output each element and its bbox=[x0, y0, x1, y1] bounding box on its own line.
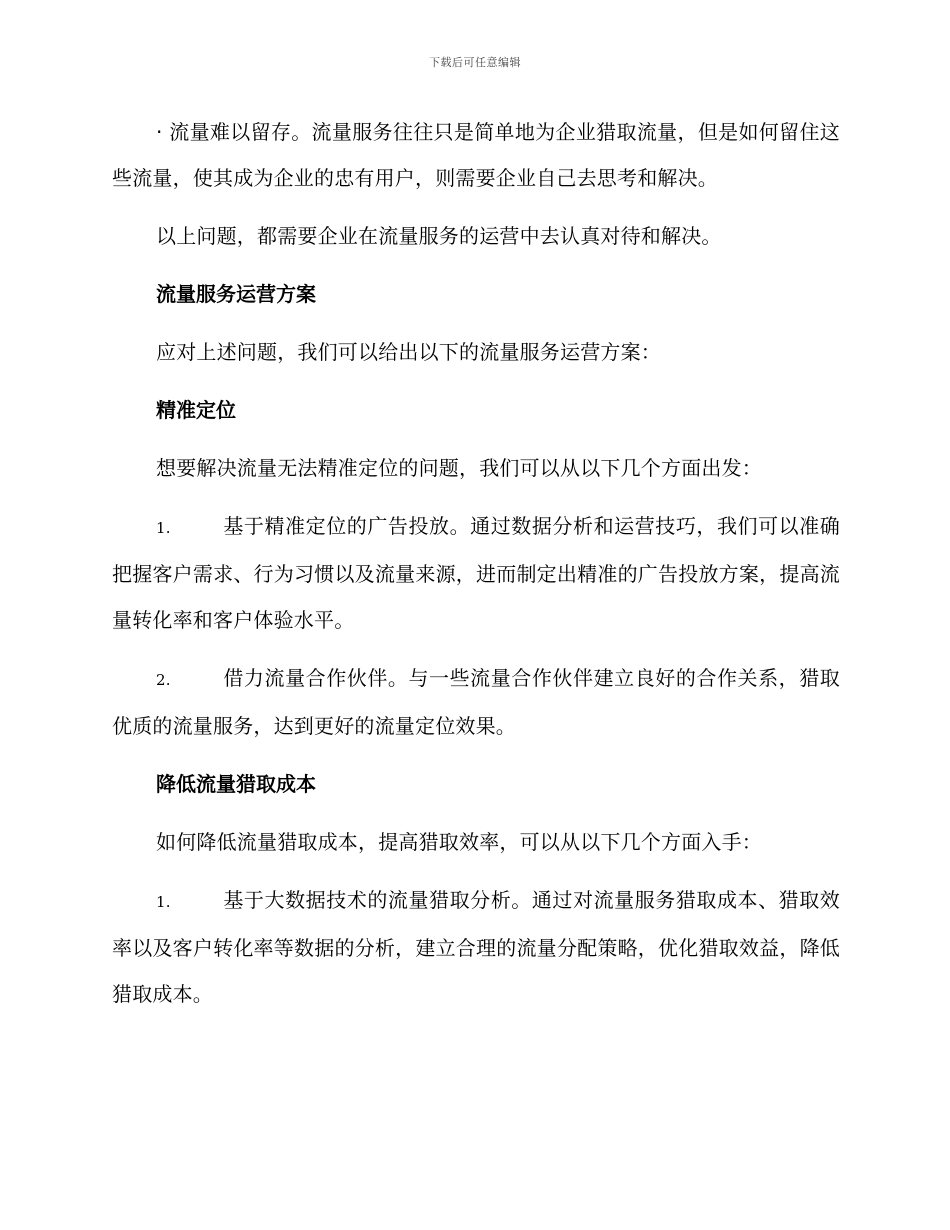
page-header: 下载后可任意编辑 bbox=[429, 56, 521, 69]
list-item-text: 基于大数据技术的流量猎取分析。通过对流量服务猎取成本、猎取效率以及客户转化率等数据的分析，建立合理的流量分配策略，优化猎取效益，降低猎取成本。 bbox=[112, 888, 840, 1006]
paragraph-cost-intro: 如何降低流量猎取成本，提高猎取效率，可以从以下几个方面入手： bbox=[156, 830, 762, 854]
list-item-text: 基于精准定位的广告投放。通过数据分析和运营技巧，我们可以准确把握客户需求、行为习惯以及流量来源，进而制定出精准的广告投放方案，提高流量转化率和客户体验水平。 bbox=[112, 514, 840, 632]
document-body bbox=[112, 109, 840, 1029]
list-item-text: 借力流量合作伙伴。与一些流量合作伙伴建立良好的合作关系，猎取优质的流量服务，达到更好的流量定位效果。 bbox=[112, 666, 840, 738]
list-item bbox=[112, 877, 840, 1017]
heading-operation-plan: 流量服务运营方案 bbox=[156, 282, 316, 306]
heading-precise-targeting: 精准定位 bbox=[156, 398, 236, 422]
paragraph-plan-intro: 应对上述问题，我们可以给出以下的流量服务运营方案： bbox=[156, 340, 661, 364]
list-number: 2. bbox=[156, 671, 171, 689]
paragraph-targeting-intro: 想要解决流量无法精准定位的问题，我们可以从以下几个方面出发： bbox=[156, 456, 762, 480]
list-item bbox=[112, 655, 840, 749]
list-item bbox=[112, 503, 840, 643]
paragraph-traffic-retention: · 流量难以留存。流量服务往往只是简单地为企业猎取流量，但是如何留住这些流量，使其成为企业的忠有用户，则需要企业自己去思考和解决。 bbox=[112, 120, 840, 190]
list-number: 1. bbox=[156, 519, 171, 537]
list-number: 1. bbox=[156, 893, 171, 911]
heading-reduce-cost: 降低流量猎取成本 bbox=[156, 772, 316, 796]
paragraph-summary: 以上问题，都需要企业在流量服务的运营中去认真对待和解决。 bbox=[156, 224, 722, 248]
